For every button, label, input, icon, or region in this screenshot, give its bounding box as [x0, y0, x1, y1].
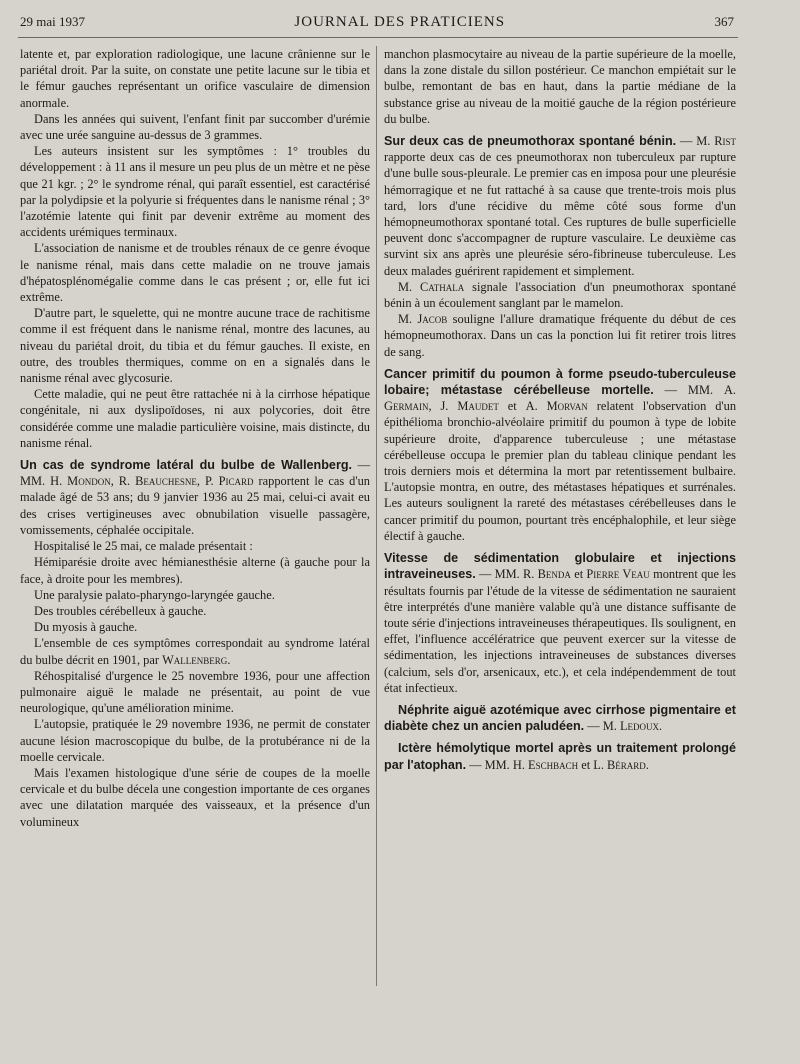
article-ictere: Ictère hémolytique mortel après un traitement prolongé par l'atophan. — MM. H. Eschbach et L. Bérard.	[384, 741, 736, 772]
author-name: Rist	[714, 134, 736, 149]
author-name: R. Beauchesne	[118, 474, 197, 489]
right-column	[384, 46, 736, 773]
paragraph: latente et, par exploration radiologique, une lacune crânienne sur le pariétal droit. Par la suite, on constate une petite lacune sur le tibia et le fémur gauches représentant un orifice vasculaire de dimension anormale.	[20, 47, 370, 110]
paragraph: D'autre part, le squelette, qui ne montre aucune trace de rachitisme comme il est fréquent dans le nanisme rénal, montre des lacunes, au niveau du pariétal droit, du tibia et du fémur gauches. Il existe, en outre, des troubles thermiques, comme on en a signalés dans le nanisme rénal avec glycosurie.	[20, 306, 370, 386]
left-column	[20, 46, 370, 830]
journal-title: JOURNAL DES PRATICIENS	[294, 14, 506, 30]
paragraph: L'autopsie, pratiquée le 29 novembre 1936, ne permit de constater aucune lésion macroscopique du bulbe, de la protubérance ni de la moelle cervicale.	[20, 717, 370, 764]
paragraph: Réhospitalisé d'urgence le 25 novembre 1936, pour une affection pulmonaire aiguë le malade ne présentait, au point de vue neurologique, qu'une amélioration minime.	[20, 668, 370, 716]
article-title: Sur deux cas de pneumothorax spontané bénin.	[384, 134, 677, 149]
author-name: A. Morvan	[525, 399, 588, 414]
article-title: Vitesse de sédimentation globulaire et injections intraveineuses.	[384, 551, 736, 582]
article-title: Ictère hémolytique mortel après un traitement prolongé par l'atophan.	[384, 741, 736, 772]
paragraph: M. Jacob souligne l'allure dramatique fréquente du début de ces hémopneumothorax. Dans un cas la ponction lui fit retirer trois litres de sang.	[384, 312, 736, 359]
paragraph: L'ensemble de ces symptômes correspondait au syndrome latéral du bulbe décrit en 1901, par Wallenberg.	[20, 636, 370, 667]
paragraph: M. Cathala signale l'association d'un pneumothorax spontané bénin à un écoulement sanglant par le mamelon.	[384, 279, 736, 311]
author-name: Jacob	[417, 312, 448, 327]
author-name: H. Eschbach	[512, 757, 579, 772]
article-title: Un cas de syndrome latéral du bulbe de Wallenberg.	[20, 458, 353, 473]
author-name: A. Germain	[384, 383, 736, 414]
paragraph: Hospitalisé le 25 mai, ce malade présentait :	[34, 539, 253, 554]
paragraph: manchon plasmocytaire au niveau de la partie supérieure de la moelle, dans la zone distale du sillon postérieur. Ce manchon empiétait sur le bulbe, remontant de bas en haut, dans la partie médiane de la substance grise au niveau de la moitié gauche de la région postérieure du bulbe.	[384, 47, 736, 126]
issue-date: 29 mai 1937	[20, 14, 85, 29]
paragraph: Les auteurs insistent sur les symptômes : 1° troubles du développement : à 11 ans il mesure un peu plus de un mètre et ne pèse que 21 kgr. ; 2° le syndrome rénal, qui paraît essentiel, est caractérisé par la polydipsie et la polyurie si fréquentes dans le nanisme rénal ; 3° l'azotémie latente qui finit par devenir extrême au moment des accidents urémiques terminaux.	[20, 144, 370, 240]
article-title: Néphrite aiguë azotémique avec cirrhose pigmentaire et diabète chez un ancien paludéen.	[384, 702, 736, 734]
author-name: J. Maudet	[440, 399, 499, 414]
article-nephrite: Néphrite aiguë azotémique avec cirrhose pigmentaire et diabète chez un ancien paludéen. — M. Ledoux.	[384, 702, 736, 734]
author-name: Ledoux	[619, 719, 660, 734]
author-name: Wallenberg	[162, 652, 228, 667]
column-divider	[376, 46, 377, 986]
article-wallenberg: Un cas de syndrome latéral du bulbe de Wallenberg. — MM. H. Mondon, R. Beauchesne, P. Picard rapportent le cas d'un malade âgé de 53 ans; du 9 janvier 1936 au 25 mai, celui-ci avait eu des crises vertigineuses avec obnubilation visuelle passagère, vomissements, céphalée occipitale.	[20, 458, 371, 537]
author-name: Pierre Veau	[586, 567, 650, 582]
page-number: 367	[714, 14, 734, 29]
author-name: L. Bérard	[593, 757, 646, 772]
symptom-item: Du myosis à gauche.	[34, 620, 138, 635]
page-header	[20, 14, 734, 38]
paragraph: L'association de nanisme et de troubles rénaux de ce genre évoque le nanisme rénal, mais dans cette maladie on ne trouve jamais d'hépatosplénomégalie comme dans le cas présent ; or, elle fut ici extrême.	[20, 241, 370, 305]
article-sedimentation: Vitesse de sédimentation globulaire et injections intraveineuses. — MM. R. Benda et Pierre Veau montrent que les résultats fournis par l'étude de la vitesse de sédimentation ne sauraient être interprétés d'une manière valable qu'à une distance suffisante de toute série d'injections intraveineuses thérapeutiques. Ils soulignent, en effet, l'influence accélératrice que peuvent exercer sur la vitesse de sédimentation, les injections intraveineuses de substances diverses (calcium, sels d'or, arsenicaux, etc.), et cela indépendemment de tout état infectieux.	[384, 551, 736, 695]
symptom-item: Des troubles cérébelleux à gauche.	[34, 603, 207, 618]
author-name: Cathala	[420, 279, 465, 294]
header-rule	[18, 37, 738, 38]
article-title: Cancer primitif du poumon à forme pseudo-tuberculeuse lobaire; métastase cérébelleuse mortelle.	[384, 366, 736, 398]
paragraph: Mais l'examen histologique d'une série de coupes de la moelle cervicale et du bulbe décela une congestion importante de ces organes avec une dilatation marquée des vaisseaux, et la présence d'un volumineux	[20, 765, 370, 829]
paragraph: Dans les années qui suivent, l'enfant finit par succomber d'urémie avec une urée sanguine au-dessus de 3 grammes.	[20, 111, 370, 143]
author-name: R. Benda	[523, 567, 571, 582]
symptom-item: Hémiparésie droite avec hémianesthésie alterne (à gauche pour la face, à droite pour les membres).	[20, 555, 370, 586]
author-name: H. Mondon	[50, 474, 111, 489]
article-cancer: Cancer primitif du poumon à forme pseudo-tuberculeuse lobaire; métastase cérébelleuse mortelle. — MM. A. Germain, J. Maudet et A. Morvan relatent l'observation d'un épithélioma bronchio-alvéolaire primitif du poumon à type de lobite supérieure droite, d'apparence tuberculeuse ; une métastase cérébelleuse occupa le premier plan du tableau clinique pendant les trois derniers mois et détermina la mort par retentissement bulbaire. L'autopsie montra, en outre, des métastases hépatiques et surrénales. Les auteurs soulignent la rareté des métastases cérébelleuses dans le cancer primitif du poumon, pourtant très encéphalophile, et leur siège électif à gauche.	[384, 366, 737, 543]
symptom-item: Une paralysie palato-pharyngo-laryngée gauche.	[34, 587, 275, 602]
author-name: P. Picard	[205, 474, 254, 489]
paragraph: Cette maladie, qui ne peut être rattachée ni à la cirrhose hépatique congénitale, ni aux dyslipoïdoses, ni aux polycories, doit être considérée comme une maladie particulière voisine, mais distincte, du nanisme rénal.	[20, 387, 370, 450]
article-pneumothorax: Sur deux cas de pneumothorax spontané bénin. — M. Rist rapporte deux cas de ces pneumothorax non tuberculeux par rupture d'une bulle sous-pleurale. Le premier cas en imposa pour une pleurésie hémorragique et ne fut rattaché à sa cause que trente-trois mois plus tard, lors d'une récidive du même côté sous forme d'un hémopneumothorax spontané total. Ces ruptures de bulle superficielle peuvent donc s'accompagner de rupture vasculaire. Le deuxième cas survint six ans après une pleurésie séro-fibrineuse tuberculeuse. Les deux malades guérirent rapidement et simplement.	[384, 134, 736, 278]
